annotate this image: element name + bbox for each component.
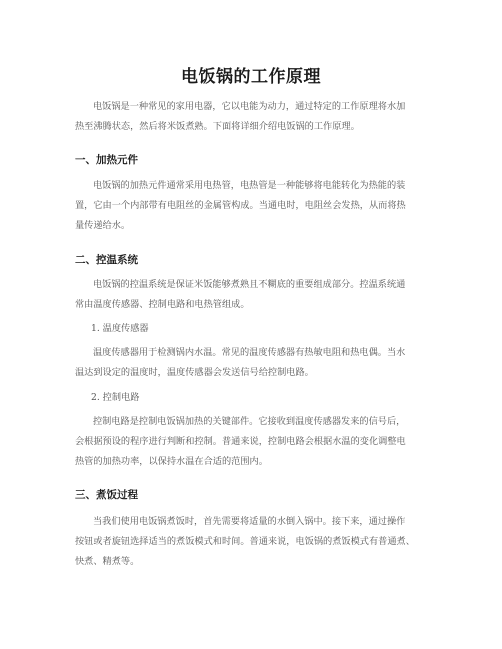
intro-line: 电饭锅是一种常见的家用电器，它以电能为动力，通过特定的工作原理将水加	[93, 101, 406, 112]
paragraph-line: 常由温度传感器、控制电路和电热管组成。	[75, 299, 250, 310]
paragraph-line: 当我们使用电饭锅煮饭时，首先需要将适量的水倒入锅中。接下来，通过操作	[93, 516, 406, 527]
paragraph-line: 温达到设定的温度时，温度传感器会发送信号给控制电路。	[75, 367, 314, 378]
paragraph-line: 电饭锅的控温系统是保证米饭能够煮熟且不糊底的重要组成部分。控温系统通	[93, 279, 406, 290]
sensor-paragraph	[75, 343, 435, 383]
paragraph-line: 温度传感器用于检测锅内水温。常见的温度传感器有热敏电阻和热电偶。当水	[93, 347, 406, 358]
paragraph-line: 按钮或者旋钮选择适当的煮饭模式和时间。普通来说，电饭锅的煮饭模式有普通煮、	[75, 536, 415, 547]
control-circuit-paragraph	[75, 412, 435, 472]
paragraph-line: 控制电路是控制电饭锅加热的关键部件。它接收到温度传感器发来的信号后，	[93, 416, 406, 427]
subitem-label-sensor: 1. 温度传感器	[91, 323, 149, 334]
paragraph-line: 电饭锅的加热元件通常采用电热管，电热管是一种能够将电能转化为热能的装	[93, 180, 406, 191]
cooking-process-paragraph	[75, 512, 435, 572]
paragraph-line: 会根据预设的程序进行判断和控制。普通来说，控制电路会根据水温的变化调整电	[75, 436, 406, 447]
section-heading-heating: 一、加热元件	[75, 154, 138, 166]
subitem-label-control-circuit: 2. 控制电路	[91, 392, 140, 403]
paragraph-line: 热管的加热功率，以保持水温在合适的范围内。	[75, 456, 268, 467]
section-heading-temperature-control: 二、控温系统	[75, 254, 138, 266]
paragraph-line: 置，它由一个内部带有电阻丝的金属管构成。当通电时，电阻丝会发热，从而将热	[75, 200, 406, 211]
paragraph-line: 量传递给水。	[75, 220, 131, 231]
intro-line: 热至沸腾状态，然后将米饭煮熟。下面将详细介绍电饭锅的工作原理。	[75, 121, 360, 132]
section-heading-cooking-process: 三、煮饭过程	[75, 489, 138, 501]
heating-paragraph	[75, 176, 435, 236]
intro-paragraph	[75, 97, 435, 137]
temperature-control-paragraph	[75, 275, 435, 315]
paragraph-line: 快煮、精煮等。	[75, 556, 140, 567]
document-title: 电饭锅的工作原理	[181, 67, 321, 87]
